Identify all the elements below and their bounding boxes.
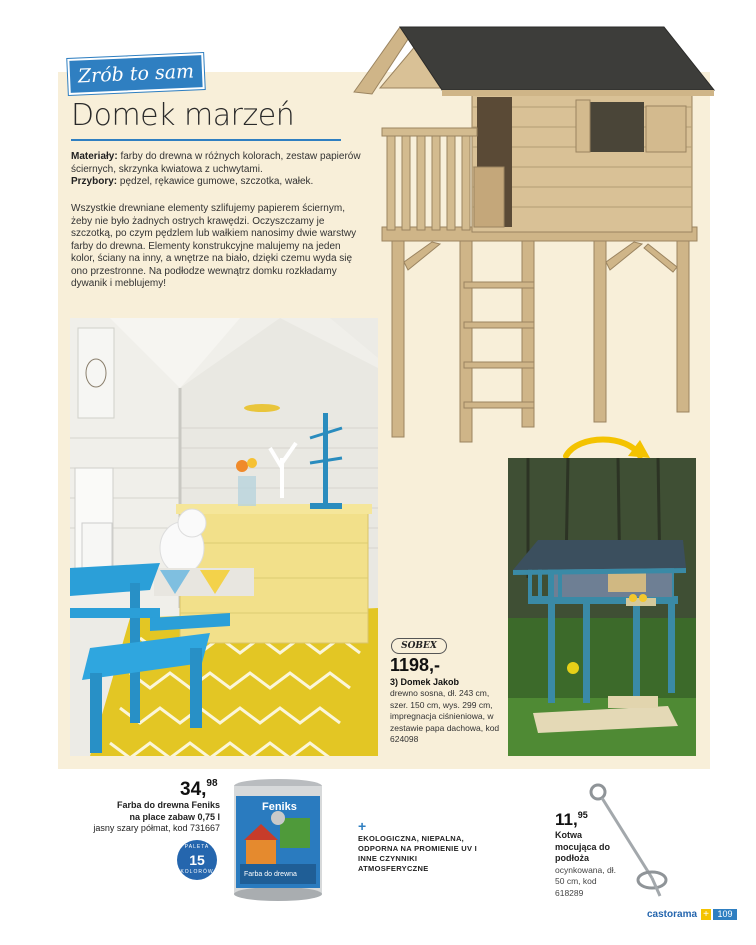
price-kotwa-main: 11, [555,810,578,829]
section-badge [67,53,204,95]
tools-label: Przybory: [71,176,118,187]
palette-badge-top: PALETA [184,844,210,850]
paint-can-image [232,778,324,902]
palette-badge [177,840,217,880]
materials-block [71,151,371,189]
product-name-farba-1: Farba do drewna Feniks [116,800,220,810]
price-farba [180,779,218,801]
castorama-plus-icon: + [701,909,711,920]
palette-badge-number: 15 [189,852,205,868]
plus-icon: + [358,818,367,834]
title-underline [71,139,341,141]
castorama-logo: castorama [647,909,698,920]
materials-text: farby do drewna w różnych kolorach, zestaw papierów ściernych, skrzynka kwiatowa z uchwytami. [71,151,361,175]
product-desc-kotwa: ocynkowana, dł. 50 cm, kod 618289 [555,864,616,898]
features-text: EKOLOGICZNA, NIEPALNA, ODPORNA NA PROMIENIE UV I INNE CZYNNIKI ATMOSFERYCZNE [358,834,478,873]
product-desc-farba: jasny szary półmat, kod 731667 [93,823,220,833]
paint-can-illustration [232,778,324,902]
product-farba [70,800,220,835]
price-domek: 1198,- [390,655,441,675]
price-farba-main: 34, [180,779,207,800]
price-farba-cents: 98 [206,778,218,789]
badge-text: Zrób to sam [77,60,195,88]
price-kotwa-cents: 95 [577,810,588,820]
instructions-text: Wszystkie drewniane elementy szlifujemy papierem ściernym, żeby nie było żadnych ostrych krawędzi. Oczyszczamy je szczotką, po czym pędzlem lub wałkiem nanosimy dwie warstwy farby do drewna. Elementy konstrukcyjne malujemy na jeden kolor, ściany na inny, a wnętrze na biało, dzięki czemu wyda się ono przestronne. Na podłodze wewnątrz domku rozkładamy dywanik i meblujemy! [71,203,357,289]
page-number: 109 [713,909,737,920]
product-name-kotwa: Kotwa mocująca do podłoża [555,830,611,863]
product-desc-domek: drewno sosna, dł. 243 cm, szer. 150 cm, wys. 299 cm, impregnacja ciśnieniowa, w zestawie papa dachowa, kod 624098 [390,688,500,744]
product-name-farba-2: na place zabaw 0,75 l [129,811,220,822]
palette-badge-bottom: KOLORÓW [180,869,214,875]
playhouse-illustration [352,22,718,446]
product-name-domek: 3) Domek Jakob [390,677,460,687]
sobex-logo: SOBEX [391,638,447,654]
product-kotwa [555,830,625,899]
painted-playhouse-photo [508,458,696,756]
interior-photo [70,318,378,756]
price-kotwa [555,810,588,830]
can-label: Farba do drewna [244,871,297,878]
materials-label: Materiały: [71,151,118,162]
painted-playhouse-illustration [508,458,696,756]
tools-text: pędzel, rękawice gumowe, szczotka, wałek. [117,176,314,187]
interior-illustration [70,318,378,756]
can-brand: Feniks [262,801,297,813]
page-title: Domek marzeń [71,98,295,133]
